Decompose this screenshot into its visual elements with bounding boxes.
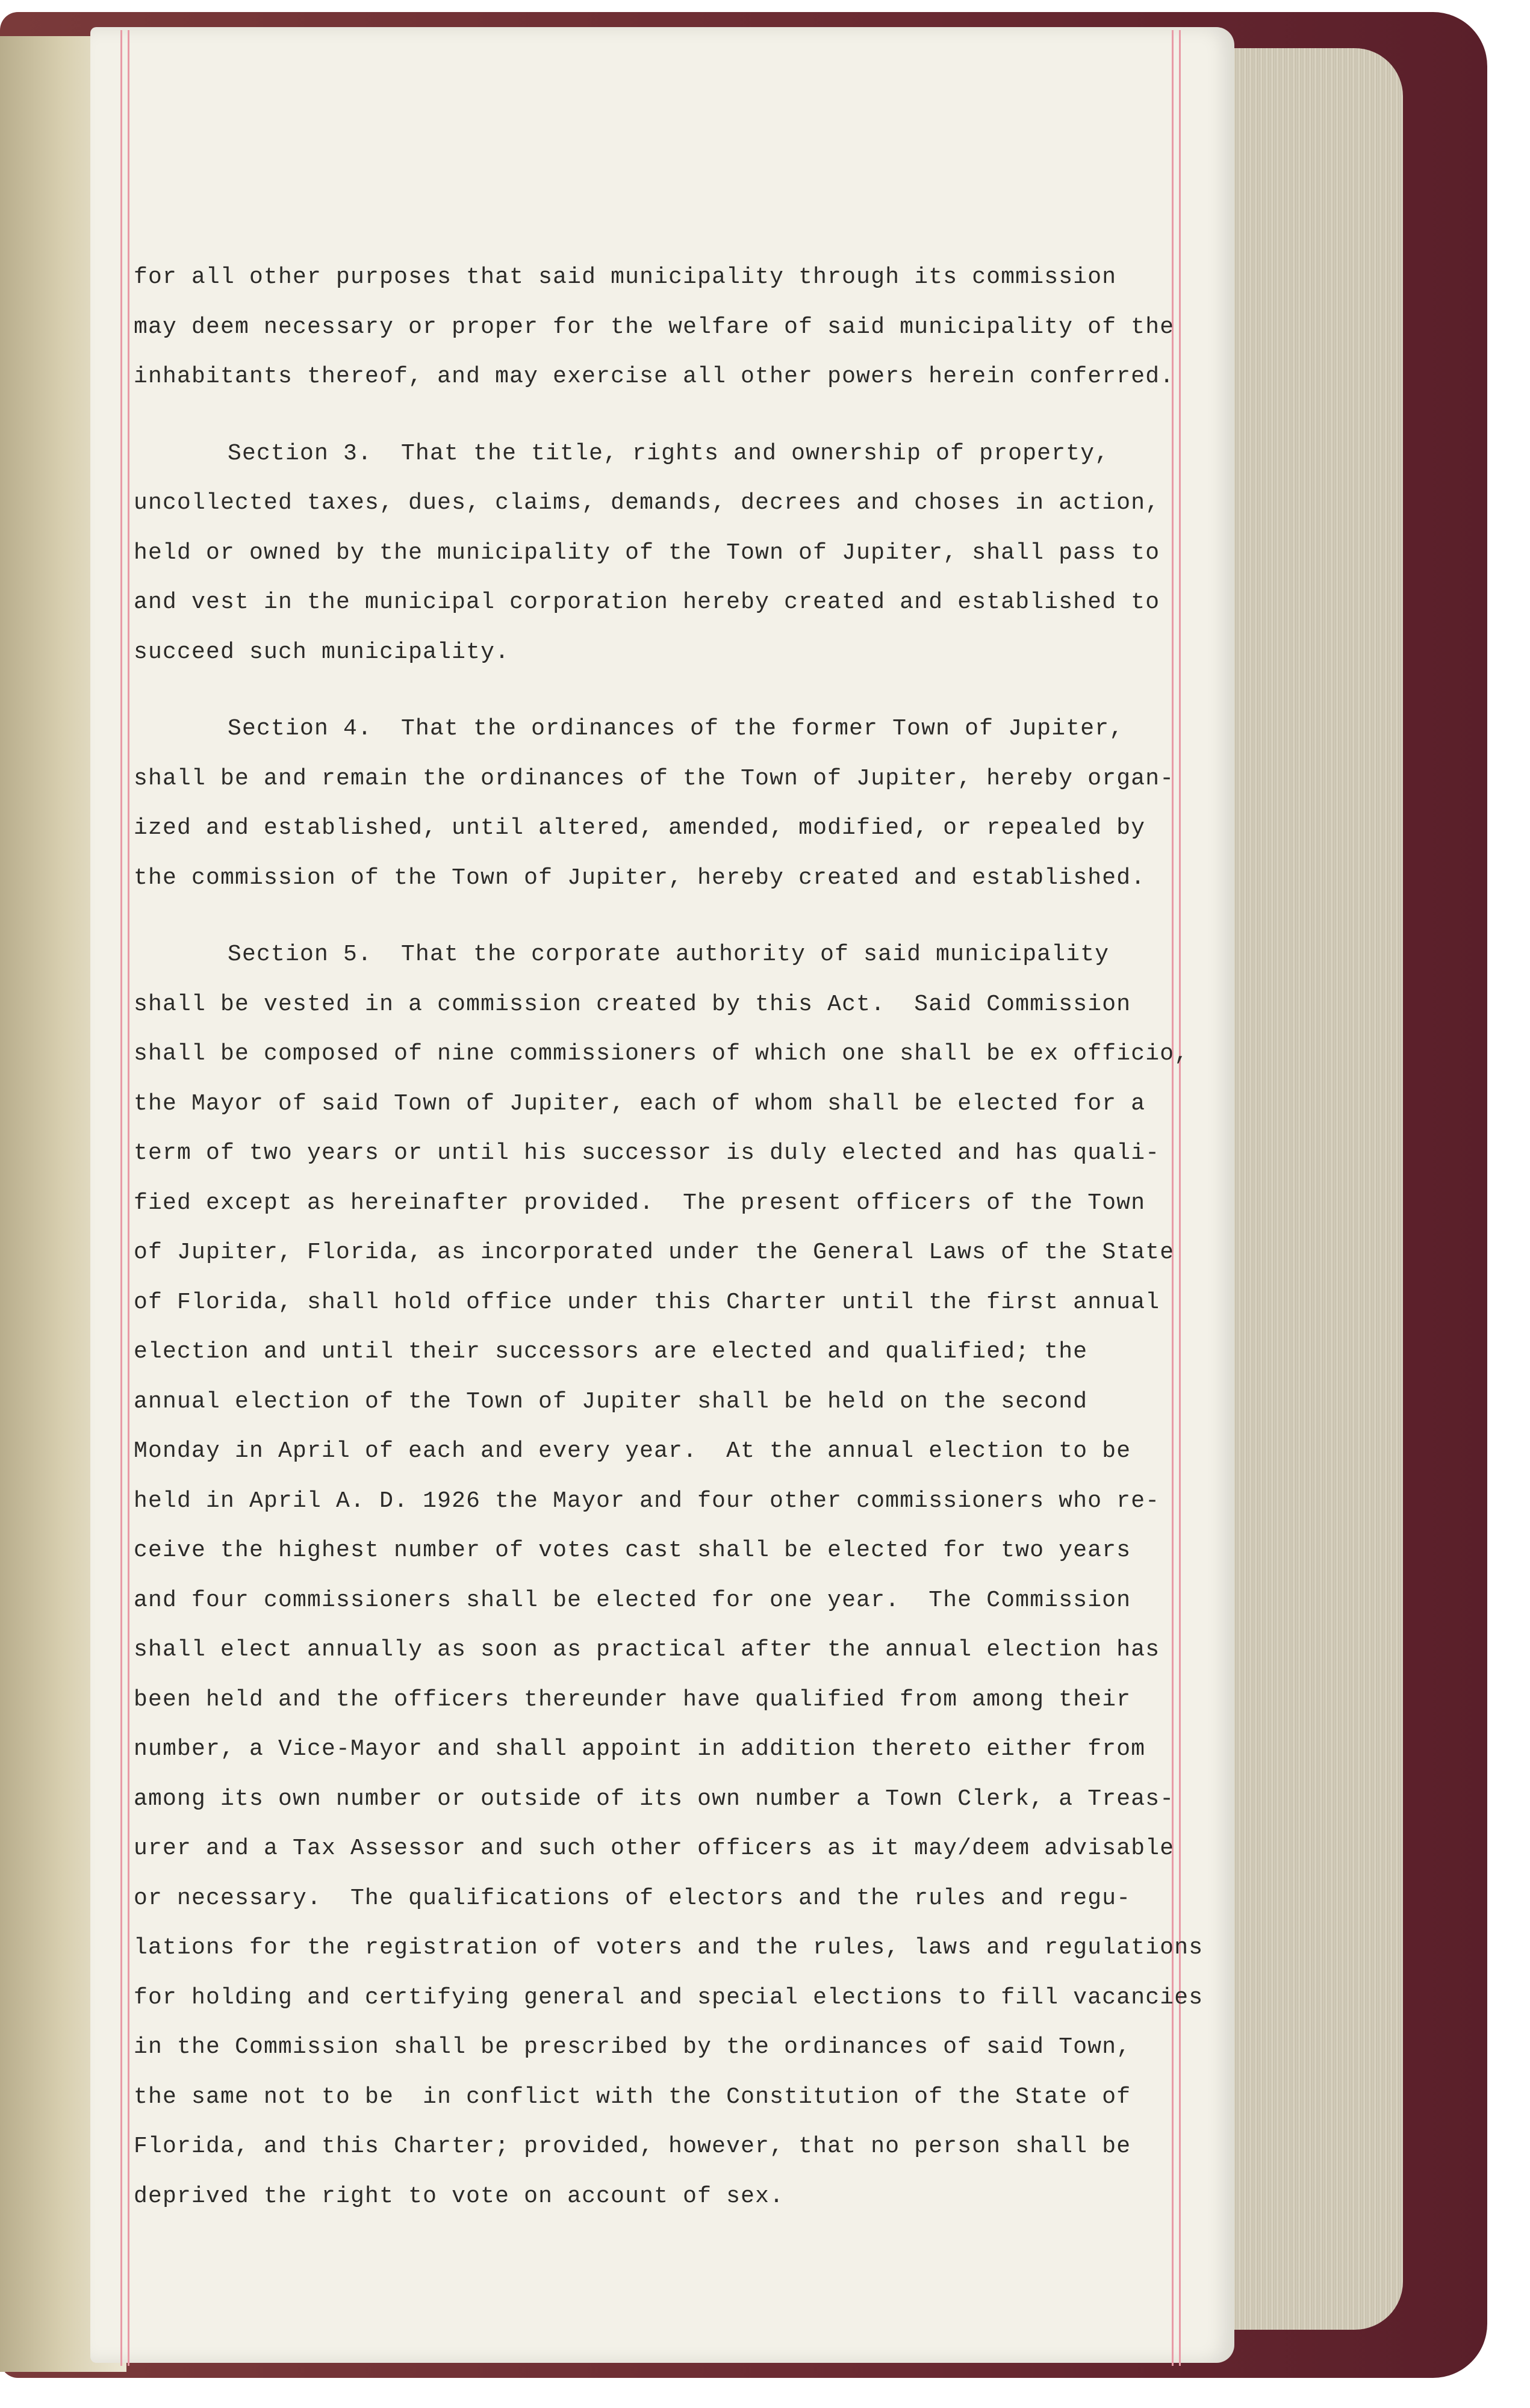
text-line: the commission of the Town of Jupiter, hereby created and established. [134,864,1146,891]
text-line: of Florida, shall hold office under this Charter until the first annual [134,1289,1160,1315]
typed-text-body [134,253,1205,2221]
paragraph-section-5 [134,930,1205,2221]
text-line: or necessary. The qualifications of electors and the rules and regu- [134,1885,1131,1911]
left-margin-rule [120,30,122,2366]
text-line: the Mayor of said Town of Jupiter, each of whom shall be elected for a [134,1090,1146,1117]
text-line: ceive the highest number of votes cast shall be elected for two years [134,1538,1131,1563]
text-line: ized and established, until altered, amended, modified, or repealed by [134,815,1146,841]
text-line: may deem necessary or proper for the welfare of said municipality of the [134,314,1175,340]
text-line: among its own number or outside of its own number a Town Clerk, a Treas- [134,1786,1175,1812]
text-line: term of two years or until his successor is duly elected and has quali- [134,1140,1160,1166]
text-line: succeed such municipality. [134,639,510,665]
text-line: of Jupiter, Florida, as incorporated under the General Laws of the State [134,1240,1175,1265]
text-line: urer and a Tax Assessor and such other officers as it may/deem advisable [134,1835,1175,1861]
text-line: held or owned by the municipality of the Town of Jupiter, shall pass to [134,539,1160,566]
text-line: and vest in the municipal corporation hereby created and established to [134,589,1160,615]
left-margin-rule-inner [128,30,129,2366]
text-line: election and until their successors are elected and qualified; the [134,1339,1088,1365]
text-line: lations for the registration of voters and the rules, laws and regulations [134,1935,1204,1961]
text-line: Section 4. That the ordinances of the former Town of Jupiter, [228,716,1124,742]
text-line: in the Commission shall be prescribed by the ordinances of said Town, [134,2034,1131,2060]
paragraph-section-3 [134,429,1205,678]
text-line: held in April A. D. 1926 the Mayor and four other commissioners who re- [134,1488,1160,1514]
text-line: Monday in April of each and every year. At the annual election to be [134,1438,1131,1464]
text-line: shall elect annually as soon as practical after the annual election has [134,1637,1160,1663]
text-line: annual election of the Town of Jupiter shall be held on the second [134,1388,1088,1415]
text-line: shall be and remain the ordinances of the Town of Jupiter, hereby organ- [134,765,1175,792]
paragraph-continuation [134,253,1205,402]
text-line: number, a Vice-Mayor and shall appoint in addition thereto either from [134,1736,1146,1762]
text-line: Section 5. That the corporate authority of said municipality [228,942,1110,967]
text-line: inhabitants thereof, and may exercise all other powers herein conferred. [134,364,1175,389]
text-line: deprived the right to vote on account of sex. [134,2183,785,2209]
text-line: the same not to be in conflict with the Constitution of the State of [134,2084,1131,2110]
text-line: uncollected taxes, dues, claims, demands, decrees and choses in action, [134,490,1160,516]
text-line: been held and the officers thereunder have qualified from among their [134,1686,1131,1713]
text-line: Florida, and this Charter; provided, however, that no person shall be [134,2133,1131,2159]
paragraph-section-4 [134,704,1205,903]
text-line: Section 3. That the title, rights and ownership of property, [228,440,1110,467]
text-line: shall be composed of nine commissioners of which one shall be ex officio, [134,1041,1189,1067]
text-line: and four commissioners shall be elected for one year. The Commission [134,1587,1131,1613]
text-line: fied except as hereinafter provided. The present officers of the Town [134,1190,1146,1216]
text-line: shall be vested in a commission created by this Act. Said Commission [134,991,1131,1017]
text-line: for holding and certifying general and special elections to fill vacancies [134,1984,1204,2011]
text-line: for all other purposes that said municipality through its commission [134,264,1117,290]
